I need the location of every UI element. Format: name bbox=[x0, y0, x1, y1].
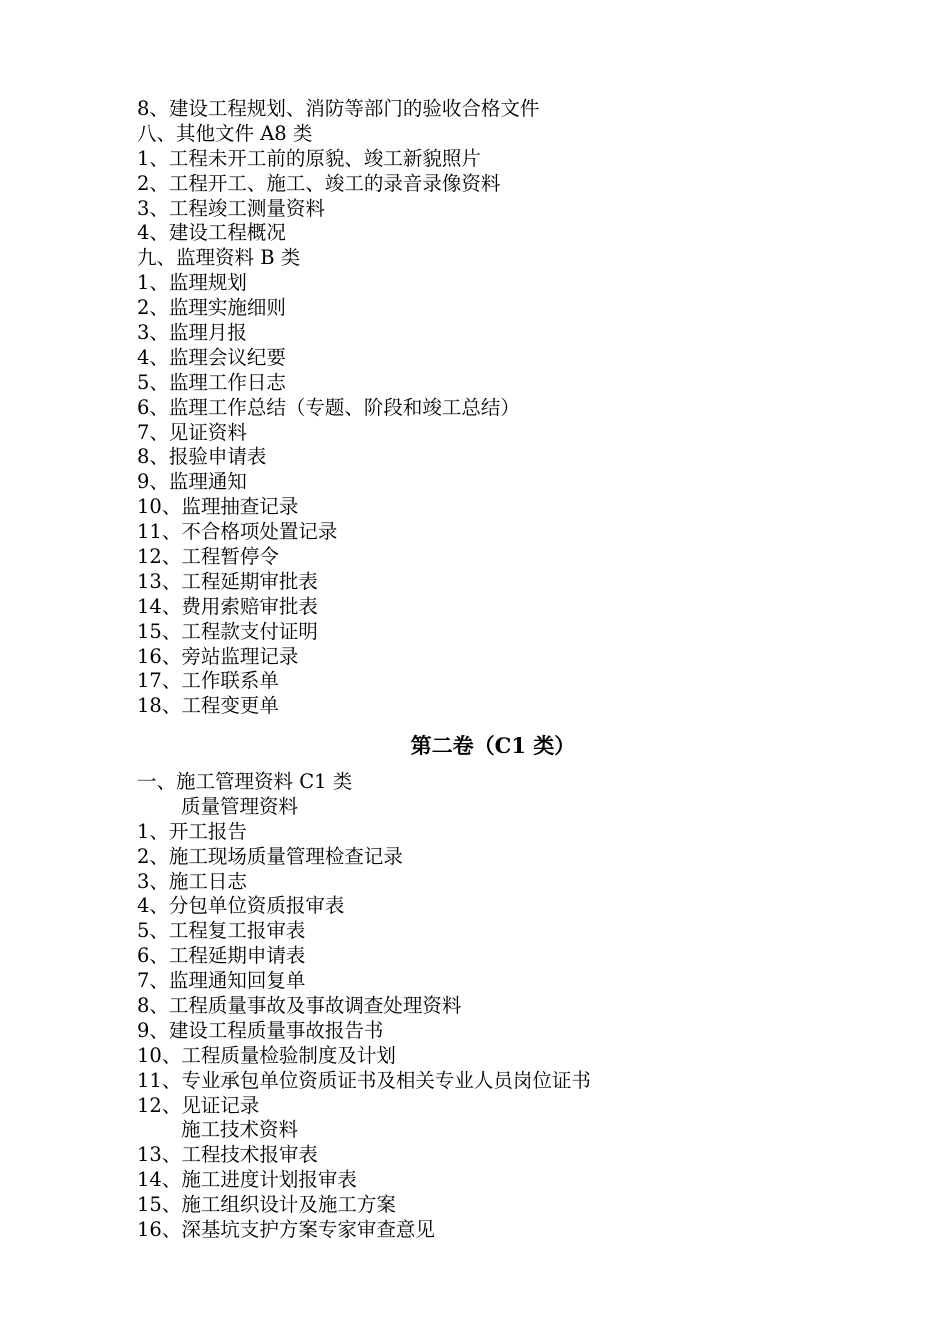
subheading-quality-management: 质量管理资料 bbox=[181, 794, 299, 818]
archive-list-section-a bbox=[137, 97, 837, 719]
list-item: 5、监理工作日志 bbox=[137, 370, 286, 394]
list-item-8-planning-fire-acceptance: 8、建设工程规划、消防等部门的验收合格文件 bbox=[137, 97, 540, 120]
list-item: 15、工程款支付证明 bbox=[137, 619, 318, 643]
list-item: 8、报验申请表 bbox=[137, 445, 267, 469]
list-item: 9、监理通知 bbox=[137, 470, 247, 494]
list-item: 11、专业承包单位资质证书及相关专业人员岗位证书 bbox=[137, 1068, 591, 1092]
list-item: 17、工作联系单 bbox=[137, 669, 279, 693]
list-item-2-audio-video: 2、工程开工、施工、竣工的录音录像资料 bbox=[137, 171, 501, 195]
list-item: 7、监理通知回复单 bbox=[137, 969, 306, 993]
list-item: 3、监理月报 bbox=[137, 321, 247, 345]
category-heading-c1-construction-management: 一、施工管理资料 C1 类 bbox=[137, 770, 353, 793]
list-item: 16、旁站监理记录 bbox=[137, 644, 299, 668]
list-item: 11、不合格项处置记录 bbox=[137, 520, 338, 544]
list-item: 4、分包单位资质报审表 bbox=[137, 894, 345, 918]
list-item: 4、监理会议纪要 bbox=[137, 345, 286, 369]
list-item: 7、见证资料 bbox=[137, 420, 247, 444]
list-item: 2、监理实施细则 bbox=[137, 296, 286, 320]
list-item: 3、施工日志 bbox=[137, 869, 247, 893]
list-item: 6、工程延期申请表 bbox=[137, 944, 306, 968]
list-item: 10、工程质量检验制度及计划 bbox=[137, 1043, 396, 1067]
list-item: 15、施工组织设计及施工方案 bbox=[137, 1193, 396, 1217]
list-item: 12、工程暂停令 bbox=[137, 545, 279, 569]
list-item: 10、监理抽查记录 bbox=[137, 495, 299, 519]
list-item-4-project-overview: 4、建设工程概况 bbox=[137, 221, 286, 245]
list-item: 12、见证记录 bbox=[137, 1093, 260, 1117]
list-item-3-survey-data: 3、工程竣工测量资料 bbox=[137, 196, 325, 220]
list-item: 1、监理规划 bbox=[137, 271, 247, 295]
category-heading-a8-other-documents: 八、其他文件 A8 类 bbox=[137, 121, 313, 145]
list-item: 2、施工现场质量管理检查记录 bbox=[137, 844, 403, 868]
subheading-construction-technical: 施工技术资料 bbox=[181, 1118, 299, 1142]
list-item: 14、费用索赔审批表 bbox=[137, 594, 318, 618]
list-item: 5、工程复工报审表 bbox=[137, 919, 306, 943]
list-item: 18、工程变更单 bbox=[137, 694, 279, 718]
list-item: 9、建设工程质量事故报告书 bbox=[137, 1018, 384, 1042]
list-item: 8、工程质量事故及事故调查处理资料 bbox=[137, 994, 462, 1018]
list-item: 16、深基坑支护方案专家审查意见 bbox=[137, 1218, 435, 1242]
list-item: 13、工程延期审批表 bbox=[137, 569, 318, 593]
volume-title: 第二卷（C1 类） bbox=[410, 733, 576, 758]
list-item: 1、开工报告 bbox=[137, 819, 247, 843]
category-heading-b-supervision: 九、监理资料 B 类 bbox=[137, 246, 301, 270]
list-item: 13、工程技术报审表 bbox=[137, 1143, 318, 1167]
archive-list-section-c1 bbox=[137, 770, 837, 1243]
list-item-1-site-photos: 1、工程未开工前的原貌、竣工新貌照片 bbox=[137, 146, 481, 170]
list-item: 6、监理工作总结（专题、阶段和竣工总结） bbox=[137, 395, 520, 419]
list-item: 14、施工进度计划报审表 bbox=[137, 1168, 357, 1192]
